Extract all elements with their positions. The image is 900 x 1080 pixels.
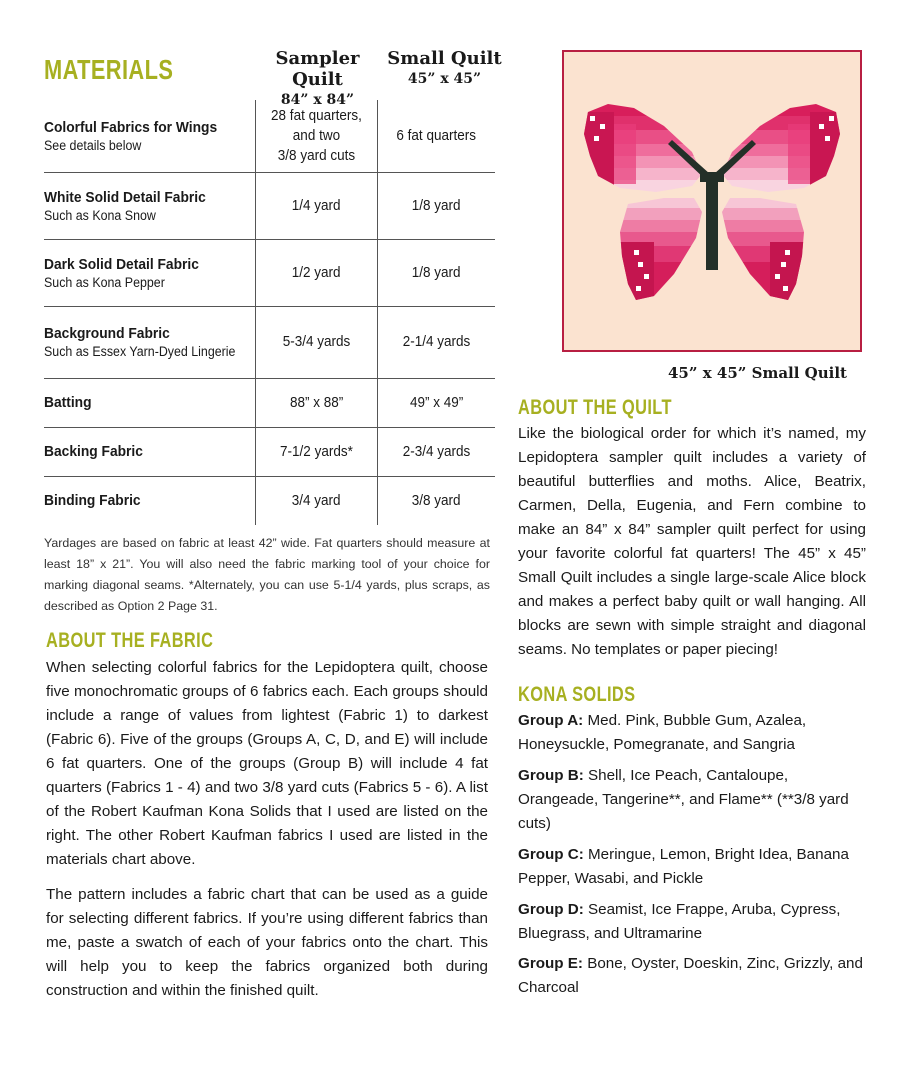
group-colors: Shell, Ice Peach, Cantaloupe, Orangeade, Tangerine**, and Flame** (**3/8 yard cuts) [518, 767, 849, 832]
small-value: 1/8 yard [412, 263, 461, 281]
table-row [44, 306, 495, 378]
yardage-note: Yardages are based on fabric at least 42” wide. Fat quarters should measure at least 18” x 21”. You will also need the fabric marking tool of your choice for marking diagonal seams. *Alternately, you can use 5-1/4 yards, plus scraps, as described as Option 2 Page 31. [44, 536, 490, 613]
small-value: 1/8 yard [412, 196, 461, 214]
row-label: White Solid Detail Fabric [44, 188, 206, 206]
about-fabric-heading: ABOUT THE FABRIC [46, 629, 214, 652]
sampler-value: 88” x 88” [289, 393, 344, 411]
group-colors: Meringue, Lemon, Bright Idea, Banana Pepper, Wasabi, and Pickle [518, 846, 849, 887]
row-label: Dark Solid Detail Fabric [44, 255, 199, 273]
about-quilt-paragraph: Like the biological order for which it’s named, my Lepidoptera sampler quilt includes a variety of beautiful butterflies and moths. Alice, Beatrix, Carmen, Della, Eugenia, and Fern combine to make an 84” x 84” sampler quilt perfect for using your favorite colorful fat quarters! The 45” x 45” Small Quilt includes a single large-scale Alice block and makes a perfect baby quilt or wall hanging. All blocks are sewn with simple straight and diagonal seams. No templates or paper piecing! [518, 425, 866, 658]
group-colors: Seamist, Ice Frappe, Aruba, Cypress, Bluegrass, and Ultramarine [518, 901, 841, 942]
kona-group-d [518, 898, 870, 946]
materials-table [44, 100, 495, 525]
small-quilt-title: Small Quilt [387, 48, 502, 69]
sampler-value: 1/4 yard [292, 196, 341, 214]
sampler-value: 7-1/2 yards* [280, 442, 353, 460]
group-colors: Med. Pink, Bubble Gum, Azalea, Honeysuckle, Pomegranate, and Sangria [518, 712, 807, 753]
kona-group-b [518, 764, 870, 836]
kona-solids-heading: KONA SOLIDS [518, 683, 636, 706]
materials-heading: MATERIALS [44, 54, 174, 85]
kona-group-c [518, 843, 870, 891]
group-colors: Bone, Oyster, Doeskin, Zinc, Grizzly, and Charcoal [518, 955, 863, 996]
row-label: Binding Fabric [44, 492, 141, 510]
row-description: Such as Kona Pepper [44, 274, 165, 290]
sampler-value: 5-3/4 yards [282, 333, 351, 350]
row-description: Such as Kona Snow [44, 207, 156, 223]
small-quilt-size: 45” x 45” [407, 71, 482, 87]
row-label: Backing Fabric [44, 443, 143, 460]
small-value: 2-1/4 yards [402, 333, 471, 350]
table-row [44, 100, 495, 172]
about-quilt-heading: ABOUT THE QUILT [518, 396, 672, 419]
group-label: Group B: [518, 767, 584, 784]
kona-group-e [518, 952, 870, 1000]
small-quilt-image [562, 50, 862, 352]
sampler-quilt-title: Sampler Quilt [275, 48, 360, 90]
kona-group-a [518, 709, 870, 757]
row-description: See details below [44, 137, 142, 153]
small-value: 3/8 yard [412, 491, 461, 509]
group-label: Group A: [518, 712, 584, 729]
group-label: Group D: [518, 901, 584, 918]
table-row [44, 476, 495, 525]
about-fabric-paragraph-1: When selecting colorful fabrics for the Lepidoptera quilt, choose five monochromatic groups of 6 fabrics each. Each groups should include a range of values from lightest (Fabric 1) to darkest (Fabric 6). Five of the groups (Groups A, C, D, and E) will include 6 fat quarters. One of the groups (Group B) will include 4 fat quarters (Fabrics 1 - 4) and two 3/8 yard cuts (Fabrics 5 - 6). A list of the Robert Kaufman Kona Solids that I used are listed on the right. The other Robert Kaufman fabrics I used are listed in the materials chart above. [46, 659, 488, 868]
about-fabric-paragraph-2: The pattern includes a fabric chart that can be used as a guide for selecting different fabrics. If you’re using different fabrics than me, paste a swatch of each of your fabrics onto the chart. This will help you to keep the fabrics organized both during construction and within the finished quilt. [46, 886, 488, 999]
sampler-value: 3/4 yard [292, 491, 341, 509]
row-label: Colorful Fabrics for Wings [44, 118, 218, 136]
quilt-image-caption: 45” x 45” Small Quilt [668, 364, 847, 382]
sampler-quilt-size: 84” x 84” [280, 92, 355, 108]
table-row [44, 378, 495, 427]
group-label: Group C: [518, 846, 584, 863]
small-value: 2-3/4 yards [402, 442, 471, 460]
table-row [44, 239, 495, 306]
small-quilt-column-header [382, 48, 507, 87]
group-label: Group E: [518, 955, 583, 972]
sampler-quilt-column-header [255, 48, 380, 108]
sampler-value: 28 fat quarters, and two 3/8 yard cuts [271, 106, 362, 164]
butterfly-quilt-illustration [564, 52, 860, 350]
sampler-value: 1/2 yard [292, 263, 341, 281]
table-row [44, 172, 495, 239]
row-label: Batting [44, 394, 92, 411]
small-value: 49” x 49” [409, 393, 464, 411]
row-label: Background Fabric [44, 325, 170, 342]
table-row [44, 427, 495, 476]
small-value: 6 fat quarters [396, 126, 477, 144]
row-description: Such as Essex Yarn-Dyed Lingerie [44, 344, 236, 359]
